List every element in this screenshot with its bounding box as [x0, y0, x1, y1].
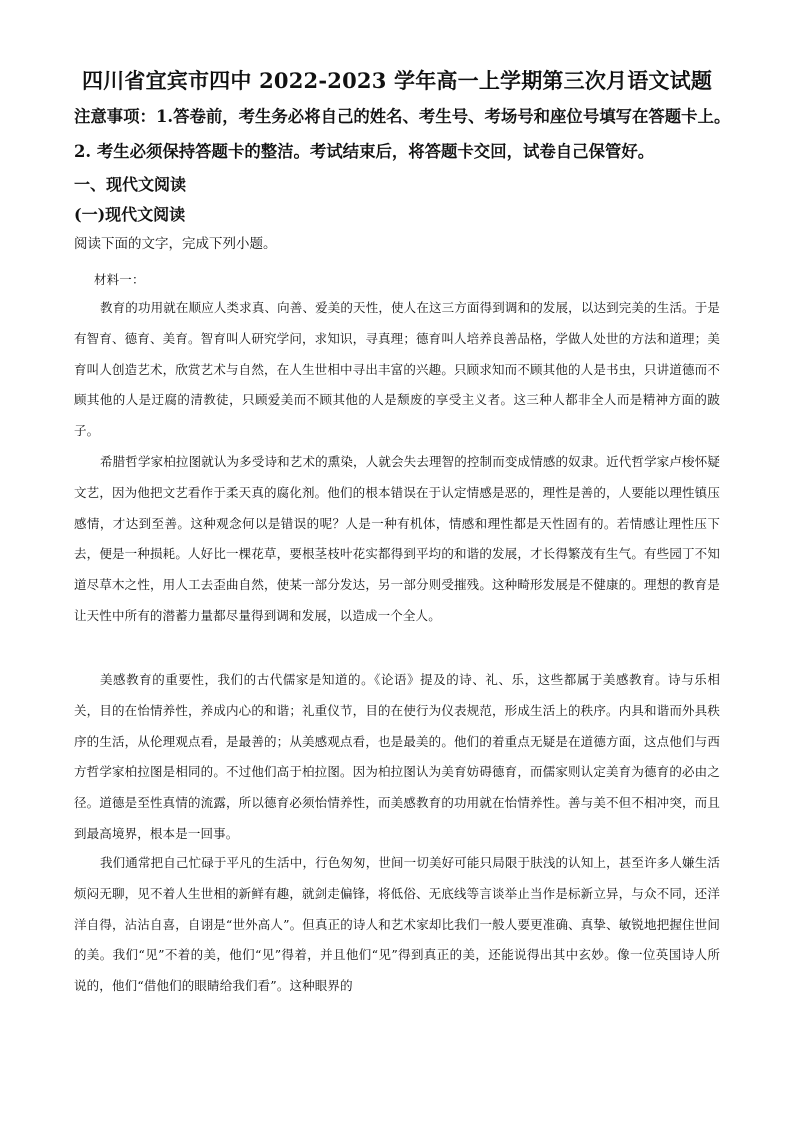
section-heading: 一、现代文阅读	[74, 175, 187, 194]
reading-instruction: 阅读下面的文字，完成下列小题。	[74, 236, 277, 252]
paragraph-1: 教育的功用就在顺应人类求真、向善、爱美的天性，使人在这三方面得到调和的发展，以达到完美的生活。于是有智育、德育、美育。智育叫人研究学问，求知识，寻真理；德育叫人培养良善品格，学做人处世的方法和道理；美育叫人创造艺术，欣赏艺术与自然，在人生世相中寻出丰富的兴趣。只顾求知而不顾其他的人是书虫，只讲道德而不顾其他的人是迂腐的清教徒，只顾爱美而不顾其他的人是颓废的享受主义者。这三种人都非全人而是精神方面的跛子。	[74, 300, 720, 439]
notice-line-2: 2. 考生必须保持答题卡的整洁。考试结束后，将答题卡交回，试卷自己保管好。	[74, 142, 655, 161]
notice-line-1: 注意事项：1.答卷前，考生务必将自己的姓名、考生号、考场号和座位号填写在答题卡上。	[74, 107, 731, 126]
paragraph-4: 我们通常把自己忙碌于平凡的生活中，行色匆匆，世间一切美好可能只局限于肤浅的认知上，甚至许多人嫌生活烦闷无聊，见不着人生世相的新鲜有趣，就剑走偏锋，将低俗、无底线等言谈举止当作是标新立异，与众不同，还洋洋自得，沾沾自喜，自诩是“世外高人”。但真正的诗人和艺术家却比我们一般人要更准确、真挚、敏锐地把握住世间的美。我们“见”不着的美，他们“见”得着，并且他们“见”得到真正的美，还能说得出其中玄妙。像一位英国诗人所说的，他们“借他们的眼睛给我们看”。这种眼界的	[74, 855, 720, 994]
paragraph-3: 美感教育的重要性，我们的古代儒家是知道的。《论语》提及的诗、礼、乐，这些都属于美感教育。诗与乐相关，目的在怡情养性，养成内心的和谐；礼重仪节，目的在使行为仪表规范，形成生活上的秩序。内具和谐而外具秩序的生活，从伦理观点看，是最善的；从美感观点看，也是最美的。他们的着重点无疑是在道德方面，这点他们与西方哲学家柏拉图是相同的。不过他们高于柏拉图。因为柏拉图认为美育妨碍德育，而儒家则认定美育为德育的必由之径。道德是至性真情的流露，所以德育必须怡情养性，而美感教育的功用就在怡情养性。善与美不但不相冲突，而且到最高境界，根本是一回事。	[74, 672, 720, 841]
subsection-heading: (一)现代文阅读	[74, 205, 186, 224]
paragraph-2: 希腊哲学家柏拉图就认为多受诗和艺术的熏染，人就会失去理智的控制而变成情感的奴隶。近代哲学家卢梭怀疑文艺，因为他把文艺看作于柔天真的腐化剂。他们的根本错误在于认定情感是恶的，理性是善的，人要能以理性镇压感情，才达到至善。这种观念何以是错误的呢？人是一种有机体，情感和理性都是天性固有的。若情感让理性压下去，便是一种损耗。人好比一棵花草，要根茎枝叶花实都得到平均的和谐的发展，才长得繁茂有生气。有些园丁不知道尽草木之性，用人工去歪曲自然，使某一部分发达，另一部分则受摧残。这种畸形发展是不健康的。理想的教育是让天性中所有的潜蓄力量都尽量得到调和发展，以造成一个全人。	[74, 454, 720, 623]
material-label: 材料一：	[94, 272, 145, 287]
page-title: 四川省宜宾市四中 2022-2023 学年高一上学期第三次月语文试题	[81, 68, 713, 93]
